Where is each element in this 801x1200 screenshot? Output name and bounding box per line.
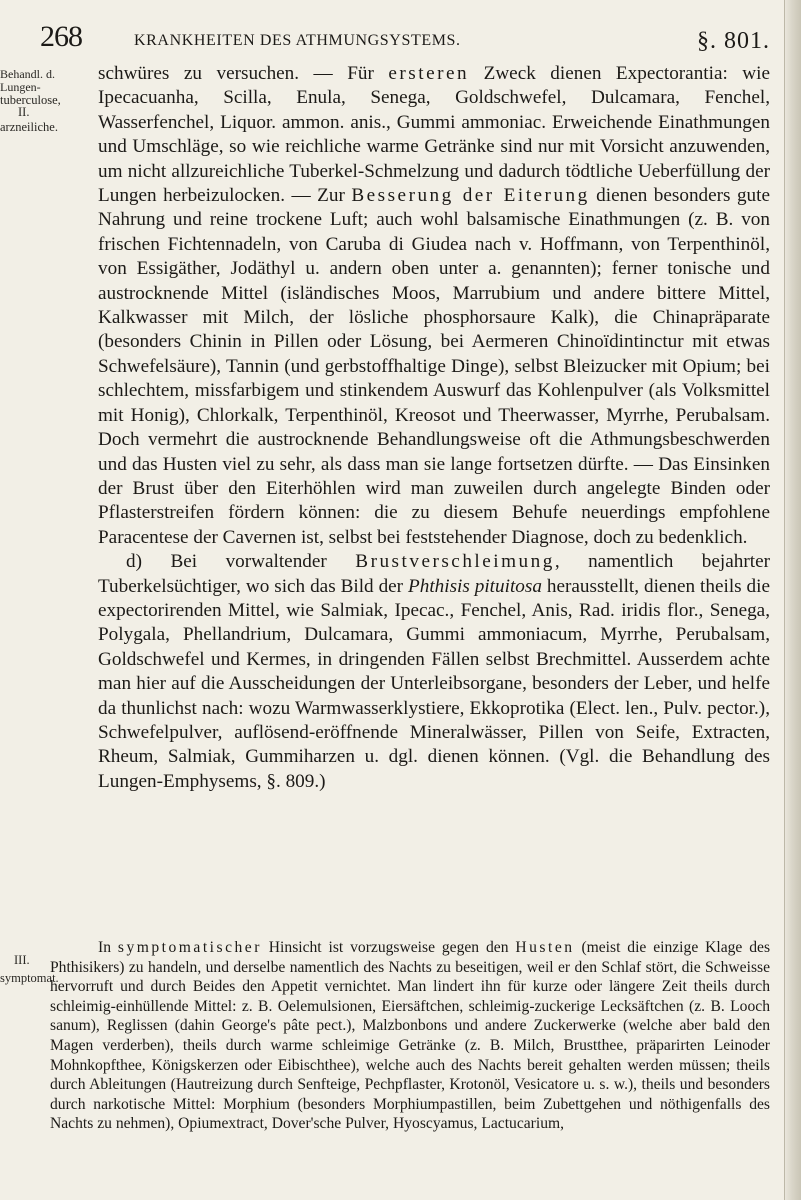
- small-print-section: [50, 938, 770, 1134]
- page-header: [40, 20, 770, 60]
- main-text: [98, 62, 770, 794]
- margin-note: Behandl. d.: [0, 67, 55, 81]
- page-number: 268: [40, 20, 82, 53]
- emphasis-husten: Husten: [515, 939, 575, 956]
- emphasis-symptomatischer: symptomatischer: [117, 939, 262, 956]
- margin-note: Lungen-: [0, 80, 41, 94]
- text-run: Hinsicht ist vorzugsweise gegen den: [261, 939, 516, 956]
- paragraph-treatment: [98, 62, 770, 550]
- margin-note: tuberculose,: [0, 93, 61, 107]
- emphasis-phthisis: Phthisis pituitosa: [408, 575, 542, 597]
- text-run: (meist die einzige Klage des Phthisikers) zu handeln, und derselbe namentlich des Nachts zu beseitigen, weil er den Schlaf stört, die Schweisse hervorruft und durch Beides den Appetit vernichtet. Man lindert ihn für kurze oder längere Zeit theils durch schleimig-einhüllende Mittel: z. B. Oelemulsionen, Eiersäftchen, schleimig-zuckerige Lecksäftchen (z. B. Looch sanum), Reglissen (dahin George's pâte pect.), Malzbonbons und andere Zuckerwerke (welche aber bald den Magen verderben), theils durch warme schleimige Getränke (z. B. Milch, Brustthee, präparirten Leinoder Mohnkopfthee, Königskerzen oder Eibischthee), welche auch des Nachts bereit gehalten werden müssen; theils durch Ableitungen (Hautreizung durch Senfteige, Pechpflaster, Krotonöl, Vesicatore u. s. w.), theils und besonders durch narkotische Mittel: Morphium (besonders Morphiumpastillen, beim Zubettgehen und nöthigenfalls des Nachts zu nehmen), Opiumextract, Dover'sche Pulver, Hyoscyamus, Lactucarium,: [50, 939, 771, 1133]
- text-run: Zweck dienen Expectorantia: wie Ipecacuanha, Scilla, Enula, Senega, Goldschwefel, Dulcamara, Fenchel, Wasserfenchel, Liquor. ammon. anis., Gummi ammoniac. Erweichende Einathmungen und Umschläge, so wie reichliche warme Getränke sind nur mit Vorsicht anzuwenden, um nicht allzureichliche Tuberkel-Schmelzung und dadurch tödtliche Ueberfüllung der Lungen herbeizulocken. — Zur: [98, 63, 770, 207]
- text-run: dienen besonders gute Nahrung und reine trockene Luft; auch wohl balsamische Einathmungen (z. B. von frischen Fichtennadeln, von Caruba di Giudea nach v. Hoffmann, von Terpenthinöl, von Essigäther, Jodäthyl u. andern oben unter a. genannten); ferner tonische und austrocknende Mittel (isländisches Moos, Marrubium und andere bittere Mittel, Kalkwasser mit Milch, der lösliche phosphorsaure Kalk), die Chinapräparate (besonders Chinin in Pillen oder Lösung, bei Aermeren Chinoïdintinctur mit etwas Schwefelsäure), Tannin (und gerbstoffhaltige Dinge), selbst Bleizucker mit Opium; bei schlechtem, missfarbigem und stinkendem Auswurf das Kohlenpulver (als Volksmittel mit Honig), Chlorkalk, Terpenthinöl, Kreosot und Theerwasser, Myrrhe, Perubalsam. Doch vermehrt die austrocknende Behandlungsweise oft die Athmungsbeschwerden und das Husten viel zu sehr, als dass man sie lange fortsetzen dürfte. — Das Einsinken der Brust über den Eiterhöhlen wird man zuweilen durch angelegte Binden oder Pflasterstreifen fördern können: die zu diesem Behufe neuerdings empfohlene Paracentese der Cavernen ist, selbst bei feststehender Diagnose, doch zu bedenklich.: [98, 185, 770, 548]
- emphasis-besserung: Besserung der Eiterung: [351, 185, 590, 207]
- text-run: schwüres zu versuchen. — Für: [98, 63, 389, 84]
- margin-note: III.: [14, 953, 30, 967]
- page-edge-shadow: [784, 0, 801, 1200]
- emphasis-brustverschleimung: Brustverschleimung: [355, 551, 555, 573]
- paragraph-brustverschleimung: [98, 550, 770, 794]
- paragraph-symptomatic: [50, 938, 770, 1134]
- text-run: In: [98, 939, 118, 956]
- emphasis-ersteren: ersteren: [388, 63, 470, 84]
- margin-note: arzneiliche.: [0, 120, 58, 134]
- text-run: , namentlich bejahrter Tuberkelsüchtiger, wo sich das Bild der: [98, 551, 770, 597]
- section-number: §. 801.: [697, 28, 770, 54]
- margin-note: symptomat.: [0, 971, 59, 985]
- text-run: herausstellt, dienen theils die expectorirenden Mittel, wie Salmiak, Ipecac., Fenchel, Anis, Rad. iridis flor., Senega, Polygala, Phellandrium, Dulcamara, Gummi ammoniacum, Myrrhe, Perubalsam, Goldschwefel und Kermes, in dringenden Fällen selbst Brechmittel. Ausserdem achte man hier auf die Ausscheidungen der Unterleibsorgane, besonders der Leber, und helfe da thunlichst nach: wozu Warmwasserklystiere, Ekkoprotika (Elect. len., Pulv. pector.), Schwefelpulver, auflösend-eröffnende Mineralwässer, Pillen von Seife, Extracten, Rheum, Salmiak, Gummiharzen u. dgl. dienen können. (Vgl. die Behandlung des Lungen-Emphysems, §. 809.): [98, 575, 770, 792]
- text-run: d) Bei vorwaltender: [126, 551, 356, 573]
- running-title: KRANKHEITEN DES ATHMUNGSYSTEMS.: [134, 32, 461, 49]
- margin-note: II.: [18, 105, 30, 119]
